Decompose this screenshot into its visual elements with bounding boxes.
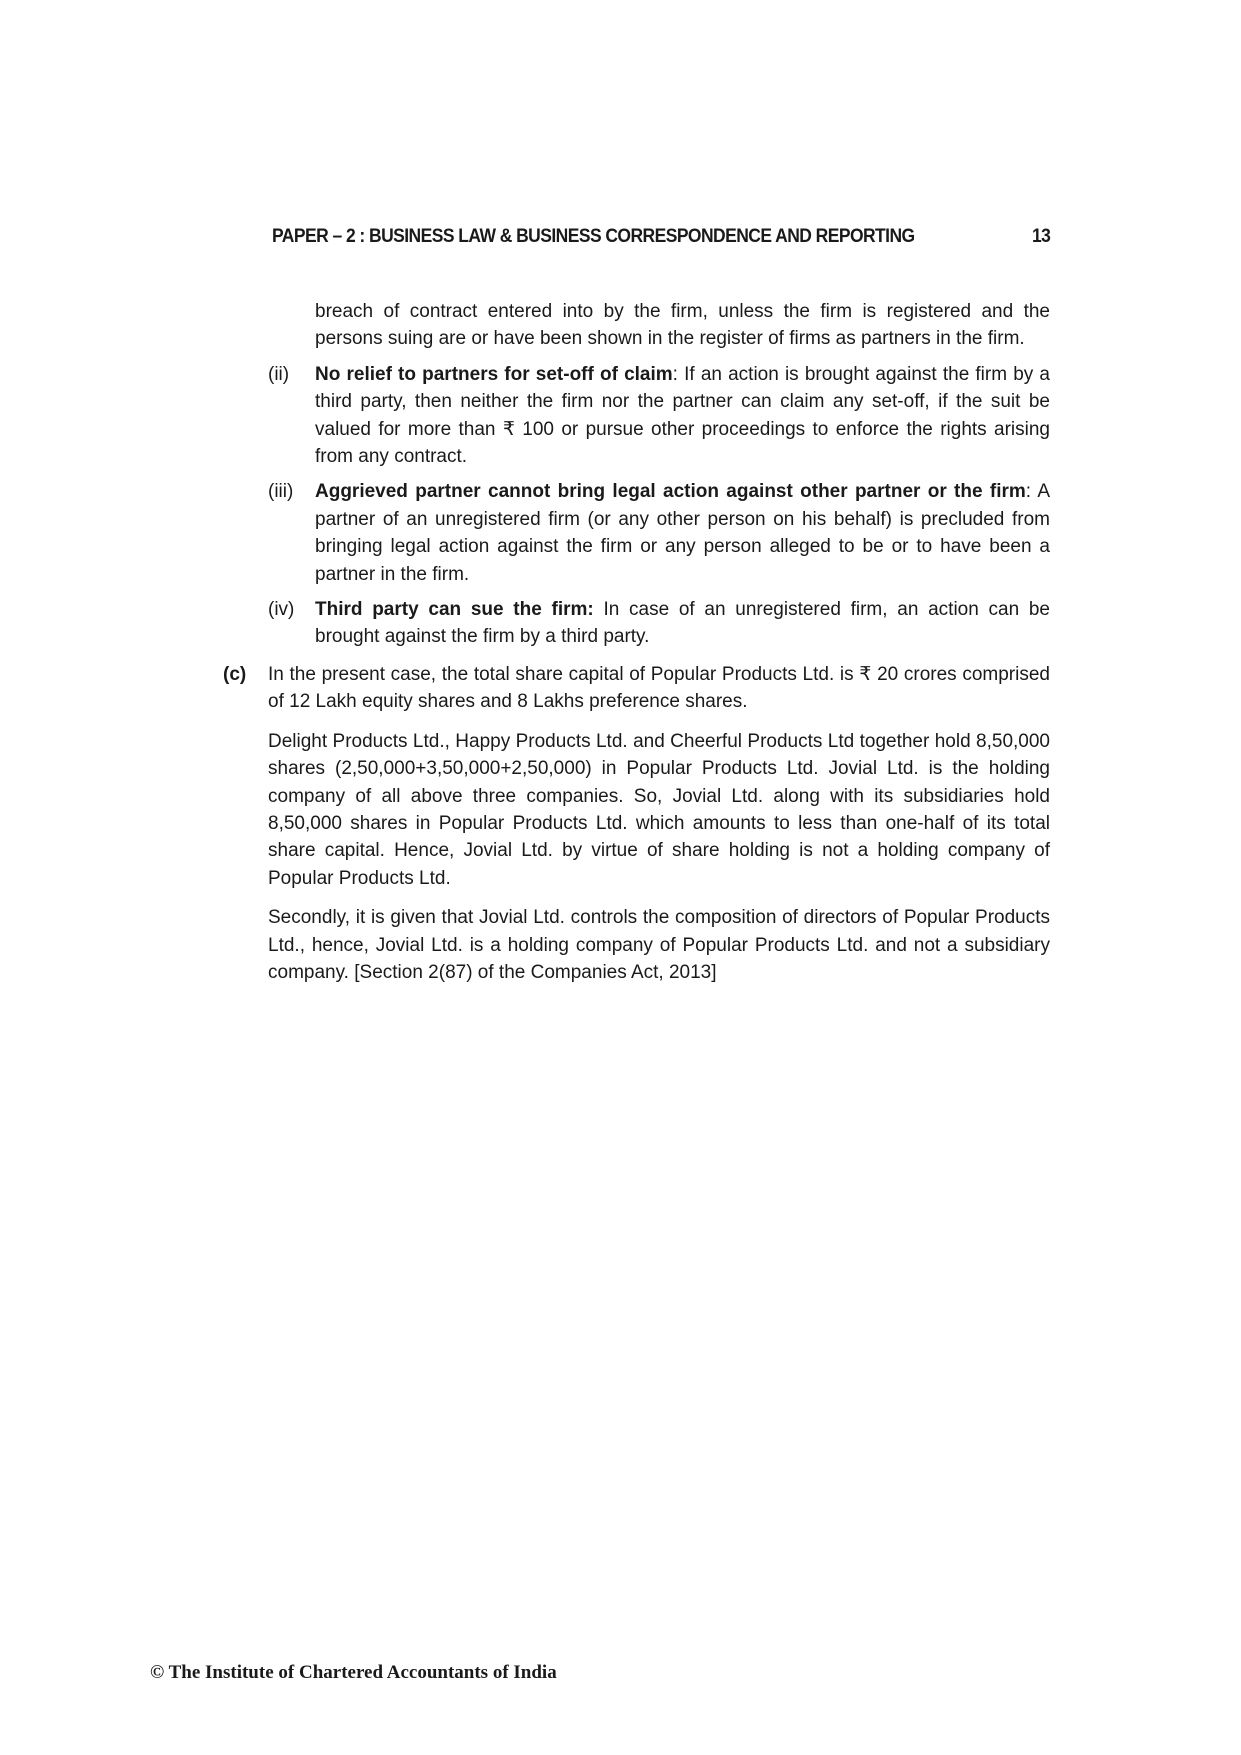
copyright-footer: © The Institute of Chartered Accountants of India — [150, 1662, 557, 1683]
body-paragraph: Delight Products Ltd., Happy Products Ltd. and Cheerful Products Ltd together hold 8,50,000 shares (2,50,000+3,50,000+2,50,000) in Popular Products Ltd. Jovial Ltd. is the holding company of all above three companies. So, Jovial Ltd. along with its subsidiaries hold 8,50,000 shares in Popular Products Ltd. which amounts to less than one-half of its total share capital. Hence, Jovial Ltd. by virtue of share holding is not a holding company of Popular Products Ltd. — [268, 730, 1050, 889]
continuation-paragraph: breach of contract entered into by the firm, unless the firm is registered and the persons suing are or have been shown in the register of firms as partners in the firm. — [315, 301, 1050, 350]
list-item-body — [315, 361, 1050, 471]
list-item-body — [315, 596, 1050, 651]
list-item-number: (ii) — [268, 363, 290, 385]
answer-item-c — [223, 661, 1050, 716]
list-item-text: : If an action is brought against the firm by a third party, then neither the firm nor the partner can claim any set-off, if the suit be valued for more than ₹ 100 or pursue other proceedings to enforce the rights arising from any contract. — [315, 363, 1051, 468]
list-item-text: : A partner of an unregistered firm (or any other person on his behalf) is precluded from bringing legal action against the firm or any person alleged to be or to have been a partner in the firm. — [315, 481, 1050, 585]
list-item-iv — [268, 596, 1050, 651]
list-item-body — [315, 478, 1050, 588]
list-item-heading: No relief to partners for set-off of claim — [315, 363, 673, 385]
list-item-number: (iv) — [268, 599, 295, 621]
page-body — [223, 298, 1050, 986]
paper-title: PAPER – 2 : BUSINESS LAW & BUSINESS CORRESPONDENCE AND REPORTING — [272, 226, 915, 247]
answer-item-label: (c) — [223, 663, 247, 685]
answer-item-text: In the present case, the total share capital of Popular Products Ltd. is ₹ 20 crores comprised of 12 Lakh equity shares and 8 Lakhs preference shares. — [268, 663, 1050, 713]
list-item-heading: Third party can sue the firm: — [315, 599, 594, 621]
list-item-ii — [268, 361, 1050, 471]
list-item-iii — [268, 478, 1050, 588]
body-paragraph: Secondly, it is given that Jovial Ltd. controls the composition of directors of Popular Products Ltd., hence, Jovial Ltd. is a holding company of Popular Products Ltd. and not a subsidiary company. [Section 2(87) of the Companies Act, 2013] — [268, 907, 1050, 983]
list-item-heading: Aggrieved partner cannot bring legal action against other partner or the firm — [315, 481, 1026, 503]
list-item-number: (iii) — [268, 481, 294, 503]
page-number: 13 — [1031, 226, 1051, 247]
list-item-text: In case of an unregistered firm, an action can be brought against the firm by a third party. — [315, 599, 1051, 648]
page-header — [272, 226, 1050, 248]
